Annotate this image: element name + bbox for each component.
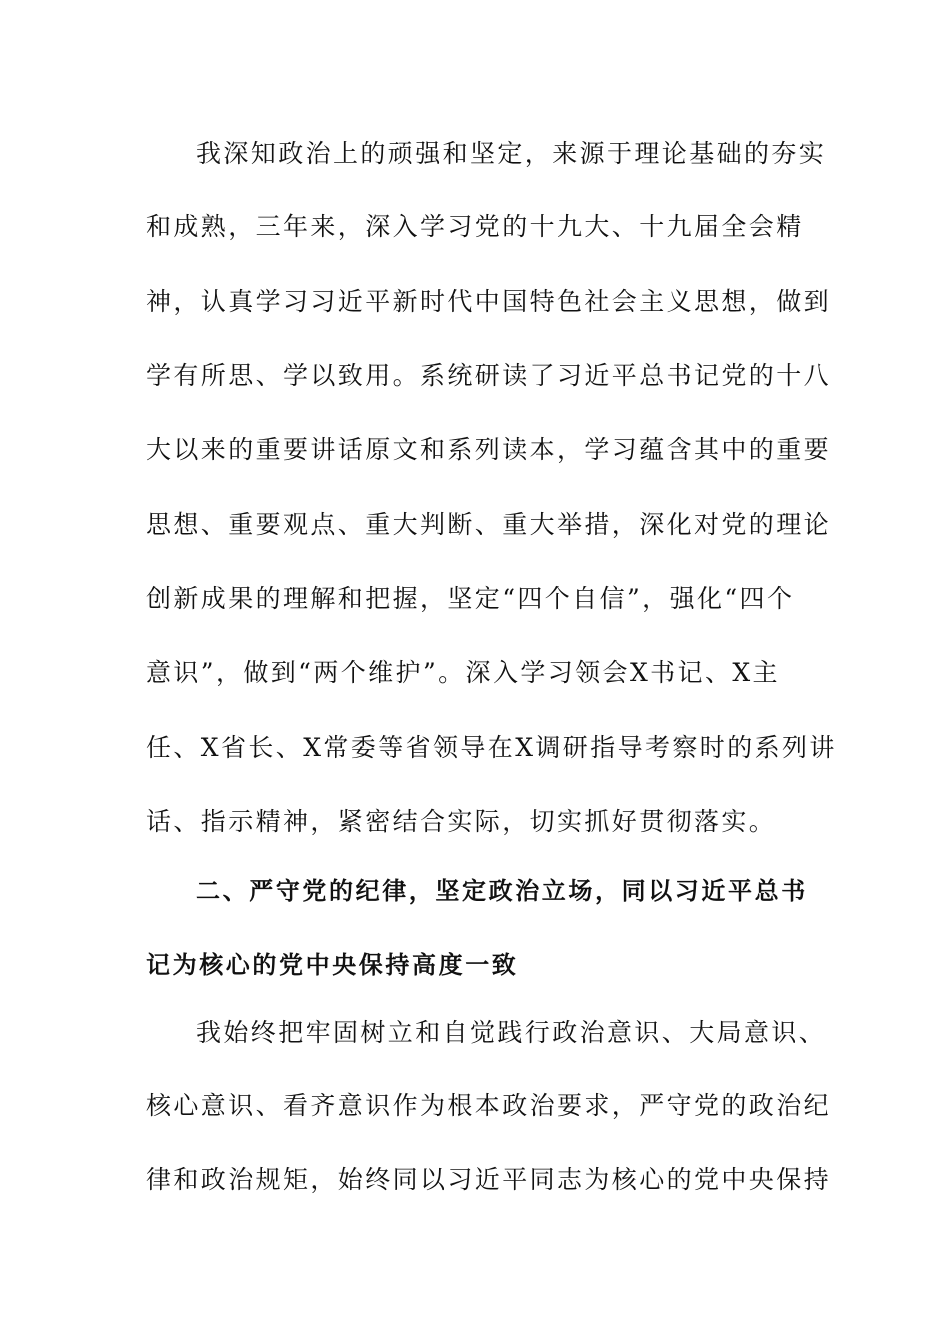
paragraph-1-line-6: 思想、重要观点、重大判断、重大举措，深化对党的理论 <box>146 510 832 539</box>
paragraph-2-line-1: 我始终把牢固树立和自觉践行政治意识、大局意识、 <box>196 1018 827 1047</box>
paragraph-1-line-2: 和成熟，三年来，深入学习党的十九大、十九届全会精 <box>146 212 804 241</box>
paragraph-1-line-7: 创新成果的理解和把握，坚定“四个自信”，强化“四个 <box>146 584 795 613</box>
section-heading-line-1: 二、严守党的纪律，坚定政治立场，同以习近平总书 <box>196 877 808 905</box>
paragraph-2-line-2: 核心意识、看齐意识作为根本政治要求，严守党的政治纪 <box>146 1091 832 1120</box>
paragraph-1-line-8: 意识”，做到“两个维护”。深入学习领会X书记、X主 <box>146 658 780 687</box>
paragraph-1-line-1: 我深知政治上的顽强和坚定，来源于理论基础的夯实 <box>196 139 827 168</box>
paragraph-1-line-3: 神，认真学习习近平新时代中国特色社会主义思想，做到 <box>146 287 832 316</box>
paragraph-1-line-10: 话、指示精神，紧密结合实际，切实抓好贯彻落实。 <box>146 807 777 836</box>
paragraph-1-line-5: 大以来的重要讲话原文和系列读本，学习蕴含其中的重要 <box>146 435 832 464</box>
paragraph-2-line-3: 律和政治规矩，始终同以习近平同志为核心的党中央保持 <box>146 1165 832 1194</box>
paragraph-1-line-9: 任、X省长、X常委等省领导在X调研指导考察时的系列讲 <box>146 733 837 762</box>
paragraph-1-line-4: 学有所思、学以致用。系统研读了习近平总书记党的十八 <box>146 361 832 390</box>
section-heading-line-2: 记为核心的党中央保持高度一致 <box>146 951 519 979</box>
